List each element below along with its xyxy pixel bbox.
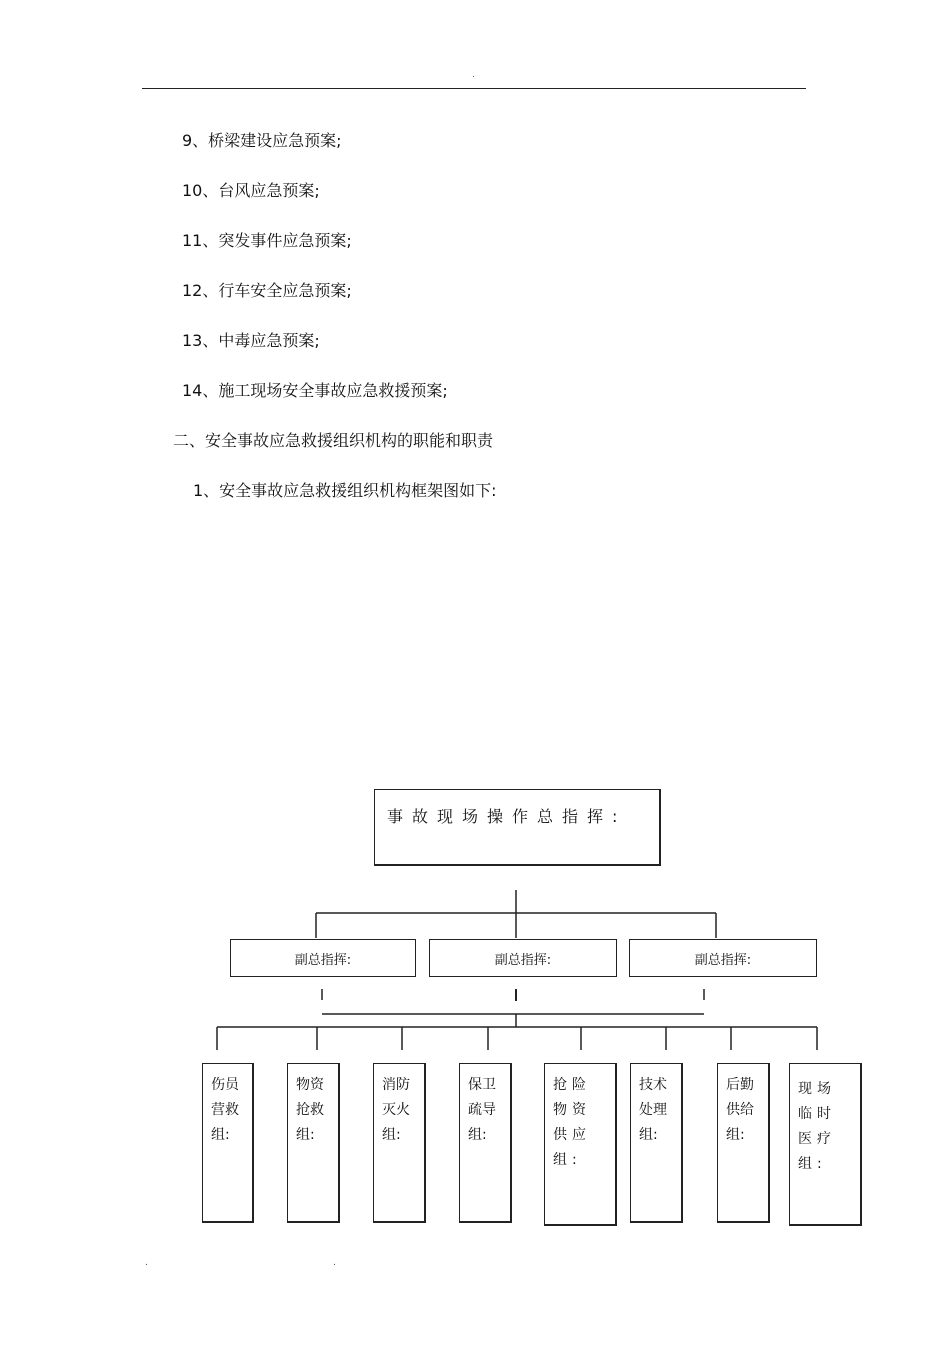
footer-mark: . (145, 1258, 148, 1268)
group-label: 消防灭火组: (382, 1077, 410, 1143)
group-box-onsite-medical (789, 1063, 862, 1226)
group-box-emergency-supply (544, 1063, 617, 1226)
deputy-label: 副总指挥: (694, 953, 752, 968)
group-label: 伤员营救组: (211, 1077, 239, 1143)
footer-mark: . (333, 1258, 336, 1268)
header-mark: . (472, 70, 475, 80)
group-box-firefighting (373, 1063, 426, 1223)
section-subheading: 1、安全事故应急救援组织机构框架图如下: (193, 481, 497, 500)
deputy-box (429, 939, 617, 977)
group-label: 保卫疏导组: (468, 1077, 496, 1143)
list-item: 12、行车安全应急预案; (182, 281, 352, 300)
deputy-box (230, 939, 416, 977)
list-item: 10、台风应急预案; (182, 181, 320, 200)
group-box-security-guidance (459, 1063, 512, 1223)
list-item: 13、中毒应急预案; (182, 331, 320, 350)
commander-box (374, 789, 661, 866)
deputy-label: 副总指挥: (494, 953, 552, 968)
group-label: 后勤供给组: (726, 1077, 754, 1143)
group-label: 抢险物资供应组: (553, 1077, 591, 1168)
group-label: 技术处理组: (639, 1077, 667, 1143)
deputy-label: 副总指挥: (294, 953, 352, 968)
deputy-box (629, 939, 817, 977)
section-heading: 二、安全事故应急救援组织机构的职能和职责 (173, 431, 494, 450)
group-box-casualty-rescue (202, 1063, 254, 1223)
group-box-technical-handling (630, 1063, 683, 1223)
list-item: 9、桥梁建设应急预案; (182, 131, 342, 150)
group-label: 物资抢救组: (296, 1077, 324, 1143)
group-box-logistics-supply (717, 1063, 770, 1223)
commander-label: 事故现场操作总指挥: (387, 807, 627, 826)
list-item: 14、施工现场安全事故应急救援预案; (182, 381, 448, 400)
group-label: 现场临时医疗组: (798, 1081, 836, 1172)
list-item: 11、突发事件应急预案; (182, 231, 352, 250)
group-box-material-rescue (287, 1063, 340, 1223)
